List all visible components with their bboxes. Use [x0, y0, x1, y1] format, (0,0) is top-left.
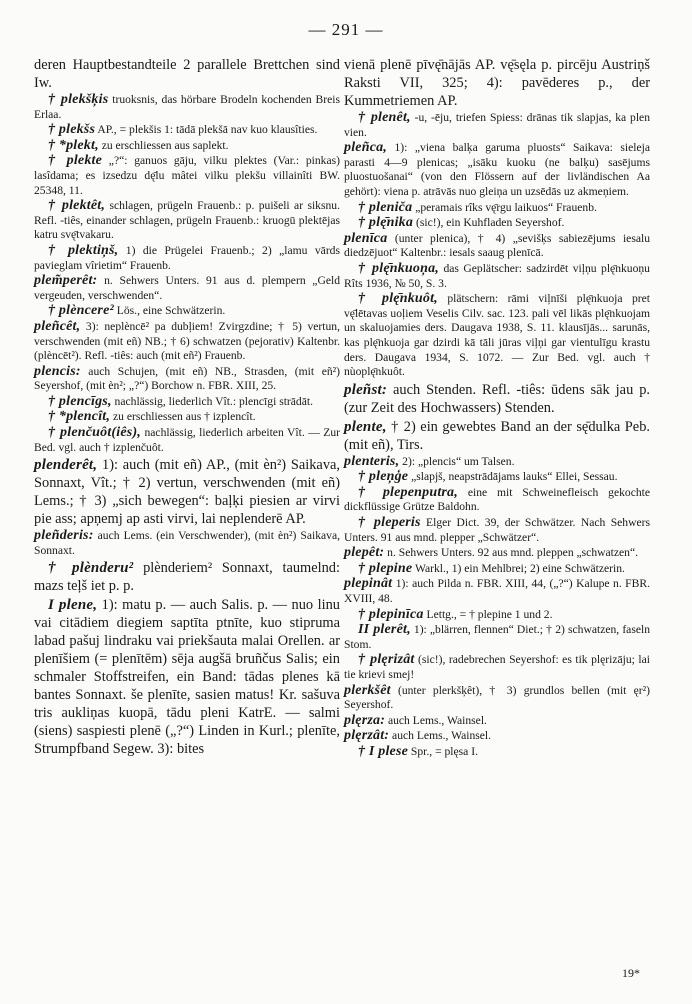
entry-headword: † *plencît, [48, 409, 111, 425]
dictionary-entry [34, 365, 340, 394]
dictionary-entry [34, 529, 340, 558]
entry-text: -u, -ēju, triefen Spiess: drānas tik slapjas, ka plen vien. [344, 111, 650, 139]
entry-headword: plęrza: [344, 712, 386, 728]
dictionary-entry [344, 562, 650, 577]
entry-headword: plem̃perêt: [34, 273, 98, 289]
dictionary-entry [344, 577, 650, 606]
dictionary-entry [34, 93, 340, 122]
entry-text: (sic!), radebrechen Seyershof: es tik plęrizāju; lai tie krievi smej! [344, 653, 651, 681]
entry-headword: † plenčuôt(iês), [48, 425, 142, 441]
dictionary-entry [344, 516, 650, 545]
entry-text: 1): „viena balķa garuma pluosts“ Saikava: sieleja parasti 4—9 plenicas; „isāku kuoku (ne balķu) sasējums pluostuošanai“ (von den Flössern auf der livländischen Aa gehört): viena p. atrāvās nuo gleiņa un uzsēdās uz akmeņiem. [344, 141, 650, 198]
entry-text: 1): „blärren, flennen“ Diet.; † 2) schwatzen, faseln Stom. [344, 623, 650, 651]
entry-headword: plenteris, [344, 453, 400, 469]
dictionary-entry [344, 232, 650, 261]
entry-headword: II plerêt, [358, 622, 411, 638]
entry-text: Warkl., 1) ein Mehlbrei; 2) eine Schwätzerin. [412, 561, 625, 575]
entry-text: plènderiem² Sonnaxt, taumelnd: mazs teļš iet p. p. [34, 560, 341, 595]
entry-text: plätschern: rāmi viļnīši plę̄nkuoja pret vę̄lētavas uoļiem Veselis Cilv. sac. 123. pali vēl likās plę̄nkuojam un skaluojamies ders. Daugava 1938, S. 11. klausījās... sarunās, kas plę̄nkuoja gar dzirdi kā tāli jūras viļņi gar vientulīgu krastu ders. Daugava 1934, S. 1072. — Zur Bed. vgl. auch † nùoplę̄nkuôt. [344, 292, 651, 379]
dictionary-entry [34, 139, 340, 154]
entry-text: n. Sehwers Unters. 92 aus mnd. pleppen „schwatzen“. [384, 546, 638, 560]
right-column [344, 56, 650, 761]
entry-text: 1): auch Pilda n. FBR. XIII, 44, („?“) Kalupe n. FBR. XVIII, 48. [344, 577, 650, 606]
entry-headword: † plepine [358, 560, 413, 576]
entry-headword: † pleperis [358, 515, 421, 531]
entry-headword: † plektiņš, [48, 242, 119, 258]
dictionary-entry [344, 216, 650, 231]
dictionary-entry [344, 470, 650, 485]
entry-text: † 2) ein gewebtes Band an der sę̄dulka Peb. (mit eñ), Tirs. [344, 418, 650, 453]
dictionary-entry [34, 304, 340, 319]
entry-text: Lettg., = † plepine 1 und 2. [423, 607, 553, 621]
dictionary-entry [344, 381, 650, 417]
entry-headword: † plektêt, [48, 198, 106, 214]
entry-text: 1) die Prügelei Frauenb.; 2) „lamu vārds pavieglam vîrietim“ Frauenb. [34, 243, 340, 272]
entry-headword: plepinât [344, 576, 393, 592]
entry-text: (unter plerkšķêt), † 3) grundlos bellen (mit ęr²) Seyershof. [344, 683, 650, 712]
entry-headword: plente, [344, 418, 387, 435]
dictionary-entry [344, 292, 650, 380]
entry-headword: plencis: [34, 363, 81, 379]
entry-headword: † plę̄nkuôt, [358, 291, 438, 307]
entry-text: deren Hauptbestandteile 2 parallele Brettchen sind Iw. [34, 57, 340, 91]
entry-text: vienā plenē pīvę̄nājās AP. vę̄sęla p. pircēju Austriņš Raksti VII, 325; 4): pavēderes p., der Kummetriemen AP. [344, 57, 650, 109]
entry-text: Lös., eine Schwätzerin. [113, 304, 226, 318]
entry-headword: pleñst: [344, 381, 388, 398]
entry-text: (sic!), ein Kuhfladen Seyershof. [413, 216, 565, 230]
dictionary-entry [344, 56, 650, 110]
dictionary-entry [344, 262, 650, 291]
entry-text: auch Schujen, (mit eñ) NB., Strasden, (mit eñ²) Seyershof, (mit èn²; „?“) Borchow n. FBR. XIII, 25. [34, 364, 340, 393]
dictionary-entry [34, 395, 340, 410]
dictionary-entry [34, 154, 340, 198]
entry-headword: † plencīgs, [48, 393, 112, 409]
dictionary-entry [344, 608, 650, 623]
dictionary-entry [34, 426, 340, 455]
dictionary-entry [34, 56, 340, 92]
entry-text: „slapjš, neapstrādājams lauks“ Ellei, Sessau. [408, 470, 618, 484]
entry-headword: plęrzât: [344, 728, 390, 744]
entry-headword: † plęrizât [358, 652, 415, 668]
dictionary-entry [34, 123, 340, 138]
dictionary-entry [344, 111, 650, 140]
dictionary-entry [344, 729, 650, 744]
entry-headword: I plene, [48, 597, 98, 614]
entry-text: 1): matu p. — auch Salis. p. — nuo linu vai citādiem diegiem saptīta ptnīte, kuo stipruma labad pašuj lindraku vai priekšauta malai Orellen. ar plenīšiem (= plenītēm) sēja augšā bruñčus Salis; ein schmaler Stoffstreifen, ein Band: tādas plenes kā bantes Sonnaxt. še plenīte, sasien matus! Kr. sašuva tris aukliņas kuopā, tādu pleni KatrE. — salmi (siens) saspiesti plenē („?“) Linden in Kurl.; plenīte, Strumpfband Segew. 3): bites [34, 597, 341, 758]
entry-text: zu erschliessen aus † izplencît. [110, 410, 256, 424]
dictionary-entry [34, 274, 340, 303]
dictionary-entry [34, 559, 340, 595]
entry-text: Elger Dict. 39, der Schwätzer. Nach Sehwers Unters. 91 aus mnd. plepper „Schwätzer“. [344, 516, 650, 544]
entry-text: zu erschliessen aus saplekt. [98, 138, 229, 152]
dictionary-entry [344, 455, 650, 470]
entry-headword: pleñca, [344, 140, 388, 156]
entry-text: das Geplätscher: sadzirdēt viļņu plę̄nkuoņu Rîts 1936, № 50, S. 3. [344, 261, 650, 290]
dictionary-entry [344, 745, 650, 760]
entry-text: auch Lems., Wainsel. [389, 729, 492, 743]
entry-headword: pleñcêt, [34, 318, 81, 334]
entry-text: schlagen, prügeln Frauenb.: p. puišeli ar siksnu. Refl. -tiês, einander schlagen, prügeln Frauenb.: kruogū plektējas katru svę̄tvakaru. [34, 199, 340, 242]
entry-text: 1): auch (mit eñ) AP., (mit èn²) Saikava, Sonnaxt, Vît.; † 2) vertun, verschwenden (mit eñ) Lems.; † 3) „sich bewegen“: baļķi piesien ar virvi pie ass; apņemj ap asti virvi, lai neplenderē AP. [34, 457, 340, 528]
entry-headword: † *plekt, [48, 137, 99, 153]
dictionary-entry [344, 201, 650, 216]
dictionary-entry [34, 199, 340, 243]
entry-text: truoksnis, das hörbare Brodeln kochenden Breis Erlaa. [34, 93, 340, 121]
dictionary-entry [34, 410, 340, 425]
dictionary-entry [34, 456, 340, 528]
dictionary-entry [344, 486, 650, 515]
entry-headword: † plekšs [48, 122, 96, 138]
entry-text: „peramais rîks vę̄rgu laikuos“ Frauenb. [412, 200, 597, 214]
entry-headword: plenderêt, [34, 457, 98, 474]
entry-headword: † plę̄nika [358, 215, 414, 231]
dictionary-entry [344, 653, 650, 682]
entry-text: AP., = plekšis 1: tādā plekšā nav kuo klausîties. [95, 123, 318, 137]
entry-text: n. Sehwers Unters. 91 aus d. plempern „Geld vergeuden, verschwenden“. [34, 274, 340, 302]
entry-text: „?“: ganuos gāju, vilku plektes (Var.: pinkas) lasîdama; es izsedzu dę̄lu mâtei vilku plekšu villainîti BW. 25348, 11. [34, 154, 340, 197]
entry-headword: plenīca [344, 230, 388, 246]
entry-text: auch Lems., Wainsel. [385, 713, 487, 727]
dictionary-entry [34, 244, 340, 273]
entry-headword: † plèncere² [48, 303, 114, 319]
entry-headword: † I plese [358, 743, 409, 759]
dictionary-entry [344, 714, 650, 729]
entry-headword: † plekte [48, 153, 103, 169]
left-column [34, 56, 340, 759]
entry-headword: † plepenputra, [358, 484, 458, 500]
entry-text: (unter plenica), † 4) „sevišķs sabiezējums iesalu diedzējuot“ Kaltenbr.: iesals saaug plenīcā. [344, 231, 650, 260]
entry-text: Spr., = plęsa I. [408, 744, 478, 758]
entry-text: eine mit Schweinefleisch gekochte dickflüssige Grütze Baldohn. [344, 485, 651, 514]
entry-text: 3): neplèncē² pa dubļiem! Zvirgzdine; † 5) vertun, verschwenden (mit eñ) NB.; † 6) schwatzen (pejorativ) Kaltenbr. (plèncēt²). Refl. -tiês: auch (mit eñ²) Frauenb. [34, 319, 340, 363]
entry-text: nachlässig, liederlich Vît.: plencīgi strādāt. [111, 394, 313, 408]
page-number: — 291 — [308, 20, 384, 39]
dictionary-entry [344, 418, 650, 454]
entry-headword: † plekšķis [48, 92, 109, 107]
entry-text: 2): „plencis“ um Talsen. [399, 454, 515, 468]
dictionary-entry [344, 684, 650, 713]
entry-text: auch Stenden. Refl. -tiês: ūdens sāk jau p. (zur Zeit des Hochwassers) Stenden. [344, 381, 650, 416]
entry-headword: plepêt: [344, 545, 385, 561]
entry-headword: pleñderis: [34, 528, 94, 544]
entry-text: auch Lems. (ein Verschwender), (mit èn²) Saikava, Sonnaxt. [34, 529, 340, 557]
entry-headword: † pleņģe [358, 469, 409, 485]
entry-headword: † pleniča [358, 199, 413, 215]
dictionary-entry [34, 320, 340, 364]
entry-headword: † plepinīca [358, 606, 424, 622]
entry-headword: † plènderu² [48, 560, 134, 577]
printer-signature: 19* [622, 966, 640, 980]
entry-headword: † plę̄nkuoņa, [358, 260, 439, 276]
entry-headword: † plenêt, [358, 110, 411, 125]
dictionary-entry [34, 596, 340, 758]
entry-headword: plerkšêt [344, 682, 391, 698]
dictionary-entry [344, 141, 650, 199]
dictionary-entry [344, 546, 650, 561]
dictionary-entry [344, 623, 650, 652]
entry-text: nachlässig, liederlich arbeiten Vît. — Zur Bed. vgl. auch † izplenčuôt. [34, 426, 341, 454]
